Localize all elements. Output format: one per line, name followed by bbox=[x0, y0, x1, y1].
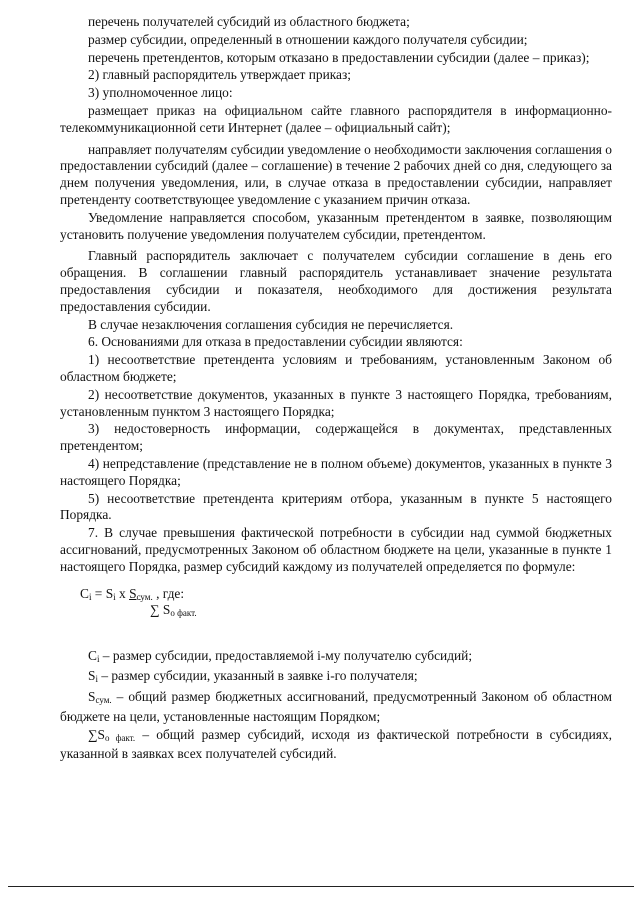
paragraph: размещает приказ на официальном сайте главного распорядителя в информационно-телекоммуникационной сети Интернет (далее – официальный сайт); bbox=[60, 102, 612, 135]
paragraph: 3) уполномоченное лицо: bbox=[88, 85, 233, 101]
formula-eq: = S bbox=[91, 585, 114, 601]
formula-s-sub: i bbox=[113, 591, 116, 602]
paragraph: перечень претендентов, которым отказано в предоставлении субсидии (далее – приказ); bbox=[88, 49, 590, 65]
paragraph: 3) недостоверность информации, содержащейся в документах, представленных претендентом; bbox=[60, 421, 612, 454]
formula-where: , где: bbox=[152, 585, 185, 601]
definition-item: $S_i$ – размер субсидии, указанный в заявке i-го получателя; bbox=[88, 668, 418, 685]
subsidy-formula bbox=[80, 586, 612, 626]
definition-item: $C_i$ – размер субсидии, предоставляемой i-му получателю субсидий; bbox=[88, 647, 473, 664]
paragraph: направляет получателям субсидии уведомление о необходимости заключения соглашения о предоставлении субсидий (далее – соглашение) в течение 2 рабочих дней со дня, следующего за днем получения уведомления, или, в случае отказа в предоставлении субсидии, направляет претенденту соответствующее уведомление с указанием причин отказа. bbox=[60, 141, 612, 207]
paragraph: 5) несоответствие претендента критериям отбора, указанным в пункте 5 настоящего Порядка. bbox=[60, 490, 612, 523]
document-body bbox=[60, 14, 612, 576]
paragraph: 6. Основаниями для отказа в предоставлении субсидии являются: bbox=[88, 334, 463, 350]
formula-lhs-sub: i bbox=[88, 591, 92, 602]
formula-lhs: C bbox=[80, 585, 89, 601]
definition-item: $S_{сум.}$ – общий размер бюджетных ассигнований, предусмотренный Законом об областном бюджете на цели, установленные настоящим Порядком; bbox=[60, 689, 612, 724]
paragraph: перечень получателей субсидий из областного бюджета; bbox=[88, 14, 410, 29]
paragraph: 1) несоответствие претендента условиям и требованиям, установленным Законом об областном бюджете; bbox=[60, 352, 612, 384]
paragraph: В случае незаключения соглашения субсидия не перечисляется. bbox=[88, 316, 454, 332]
definitions bbox=[60, 648, 612, 764]
paragraph: 7. В случае превышения фактической потребности в субсидии над суммой бюджетных ассигнований, предусмотренных Законом об областном бюджете на цели, указанные в пункте 1 настоящего Порядка, размер субсидий каждому из получателей определяется по формуле: bbox=[60, 525, 612, 574]
formula-numerator-line bbox=[80, 586, 184, 602]
paragraph: 2) главный распорядитель утверждает приказ; bbox=[88, 67, 352, 83]
definition-item: $\sum S_{о факт.}$ – общий размер субсидий, исходя из фактической потребности в субсидиях, указанной в заявках всех получателей субсидий. bbox=[60, 726, 612, 762]
paragraph: Главный распорядитель заключает с получателем субсидии соглашение в день его обращения. В соглашении главный распорядитель устанавливает значение результата предоставления субсидии и показателя, необходимого для достижения результата предоставления субсидии. bbox=[60, 248, 612, 314]
page-bottom-rule bbox=[8, 886, 634, 887]
paragraph: 4) непредставление (представление не в полном объеме) документов, указанных в пункте 3 настоящего Порядка; bbox=[60, 455, 612, 488]
formula-numerator: $S_{сум.}$ bbox=[129, 585, 153, 602]
paragraph: Уведомление направляется способом, указанным претендентом в заявке, позволяющим установить получение уведомления получателем субсидии, претендентом. bbox=[60, 209, 612, 242]
paragraph: размер субсидии, определенный в отношении каждого получателя субсидии; bbox=[88, 31, 528, 47]
formula-times: x bbox=[115, 585, 130, 601]
paragraph: 2) несоответствие документов, указанных в пункте 3 настоящего Порядка, требованиям, установленным пунктом 3 настоящего Порядка; bbox=[60, 386, 612, 419]
formula-denominator: ∑ $S_{о факт.}$ bbox=[150, 601, 197, 618]
